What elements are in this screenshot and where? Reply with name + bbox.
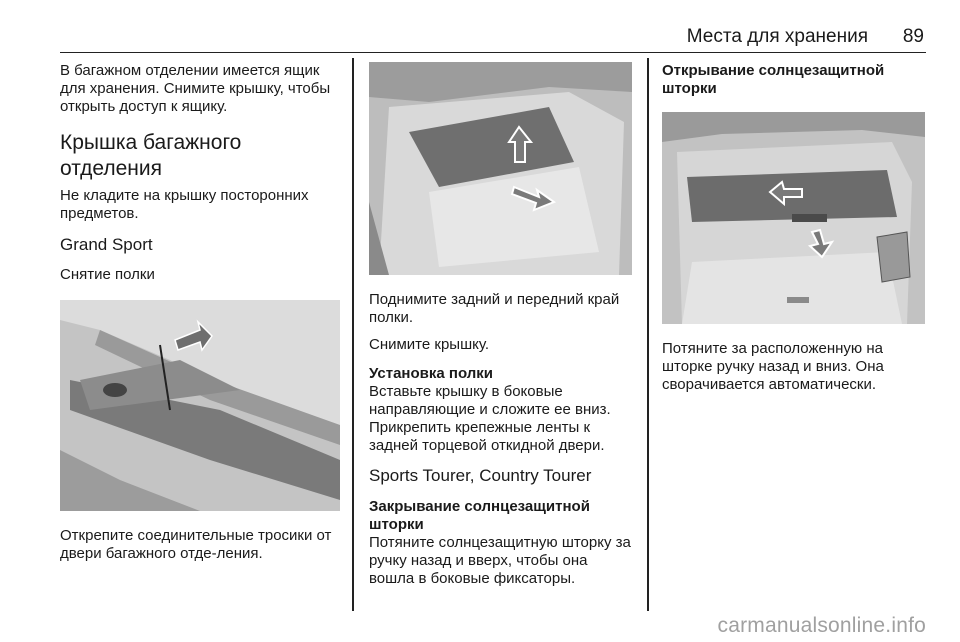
subsection-grand-sport: Grand Sport bbox=[60, 235, 153, 254]
watermark: carmanualsonline.info bbox=[717, 614, 926, 637]
page-number: 89 bbox=[902, 26, 924, 47]
subsection-sports-tourer: Sports Tourer, Country Tourer bbox=[369, 466, 592, 485]
figure-cable-detach bbox=[60, 300, 340, 511]
section-title: Крышка багажного отделения bbox=[60, 131, 242, 180]
install-text: Вставьте крышку в боковые направляющие и сложите ее вниз. Прикрепить крепежные ленты к задней торцевой откидной двери. bbox=[369, 383, 611, 454]
column-2 bbox=[369, 62, 633, 588]
remove-text: Снимите крышку. bbox=[369, 336, 490, 353]
section-note: Не кладите на крышку посторонних предметов. bbox=[60, 187, 309, 222]
open-heading: Открывание солнцезащитной шторки bbox=[662, 62, 885, 97]
column-divider-2 bbox=[647, 58, 649, 611]
intro-paragraph: В багажном отделении имеется ящик для хранения. Снимите крышку, чтобы открыть доступ к ящику. bbox=[60, 62, 331, 115]
close-text: Потяните солнцезащитную шторку за ручку назад и вверх, чтобы она вошла в боковые фиксаторы. bbox=[369, 534, 631, 587]
column-divider-1 bbox=[352, 58, 354, 611]
open-text: Потяните за расположенную на шторке ручку назад и вниз. Она сворачивается автоматически. bbox=[662, 340, 884, 393]
page-title: Места для хранения bbox=[686, 26, 868, 47]
column-1 bbox=[60, 62, 342, 563]
page-header bbox=[60, 22, 926, 53]
close-heading: Закрывание солнцезащитной шторки bbox=[369, 498, 590, 533]
figure-lift-shelf bbox=[369, 62, 632, 275]
figure-sunshade bbox=[662, 112, 925, 324]
column-3 bbox=[662, 62, 926, 394]
removal-text: Открепите соединительные тросики от двери багажного отде-ления. bbox=[60, 527, 332, 562]
install-heading: Установка полки bbox=[369, 365, 493, 382]
lift-text: Поднимите задний и передний край полки. bbox=[369, 291, 620, 326]
removal-heading: Снятие полки bbox=[60, 266, 155, 283]
